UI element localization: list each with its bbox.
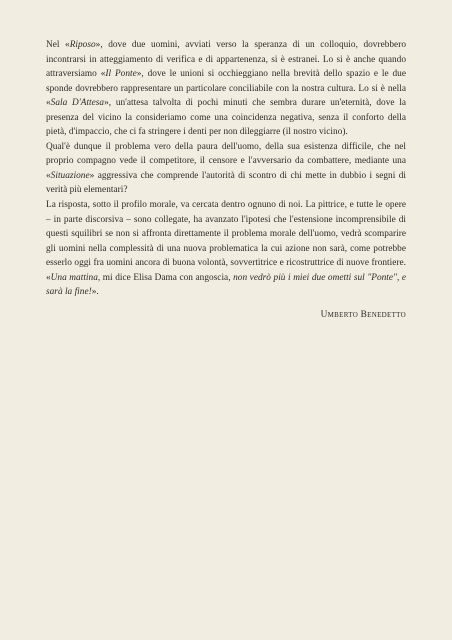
paragraph-3 — [46, 198, 406, 300]
author-signature: Umberto Benedetto — [320, 310, 406, 320]
paragraph-2 — [46, 140, 406, 198]
text-segment: La risposta, sotto il profilo morale, va cercata dentro ognuno di noi. La pittrice, e tutte le opere – in parte discorsiva – sono collegate, ha avanzato l'ipotesi che l'estensione incomprensibile di questi squilibri se non si affronta direttamente il problema morale dell'uomo, vedrà scomparire gli uomini nella complessità di una nuova problematica la cui azione non sarà, come potrebbe esserlo oggi fra uomini ancora di buona volontà, sovvertitrice e ricostruttrice di nuove frontiere. « — [46, 200, 406, 283]
italic-text-segment: Il Ponte — [105, 69, 137, 80]
text-segment: ». — [91, 287, 99, 298]
text-segment: », dove le unioni si occhieggiano nella brevità dello spazio e le due sponde dovrebbero rappresentare un particolare conciliabile con la nostra cultura. Lo si è nella « — [46, 69, 406, 109]
italic-text-segment: Sala D'Attesa — [50, 98, 105, 109]
text-segment: Nel « — [46, 40, 70, 50]
italic-text-segment: non vedrò più i miei due ometti sul "Ponte", e sarà la fine! — [46, 272, 407, 298]
text-segment: », dove due uomini, avviati verso la speranza di un colloquio, dovrebbero incontrarsi in atteggiamento di verifica e di appartenenza, si è estranei. Lo si è anche quando attraversiamo « — [46, 40, 406, 80]
body-text — [46, 38, 406, 300]
paragraph-1 — [46, 38, 406, 140]
text-segment: », un'attesa talvolta di pochi minuti che sembra durare un'eternità, dove la presenza del vicino la consideriamo come una coincidenza negativa, senza il conforto della pietà, d'impaccio, che ci fa stringere i denti per non dileggiarre (il nostro vicino). — [46, 98, 406, 138]
italic-text-segment: Situazione — [50, 170, 90, 181]
italic-text-segment: Riposo — [69, 40, 96, 50]
text-segment: » aggressiva che comprende l'autorità di scontro di chi mette in dubbio i segni di verità più elementari? — [46, 170, 406, 196]
text-segment: Qual'è dunque il problema vero della paura dell'uomo, della sua esistenza difficile, che nel proprio compagno vede il competitore, il censore e l'avversario da combattere, mediante una « — [46, 141, 406, 181]
italic-text-segment: Una mattina, — [50, 272, 101, 283]
text-segment: mi dice Elisa Dama con angoscia, — [100, 272, 234, 283]
